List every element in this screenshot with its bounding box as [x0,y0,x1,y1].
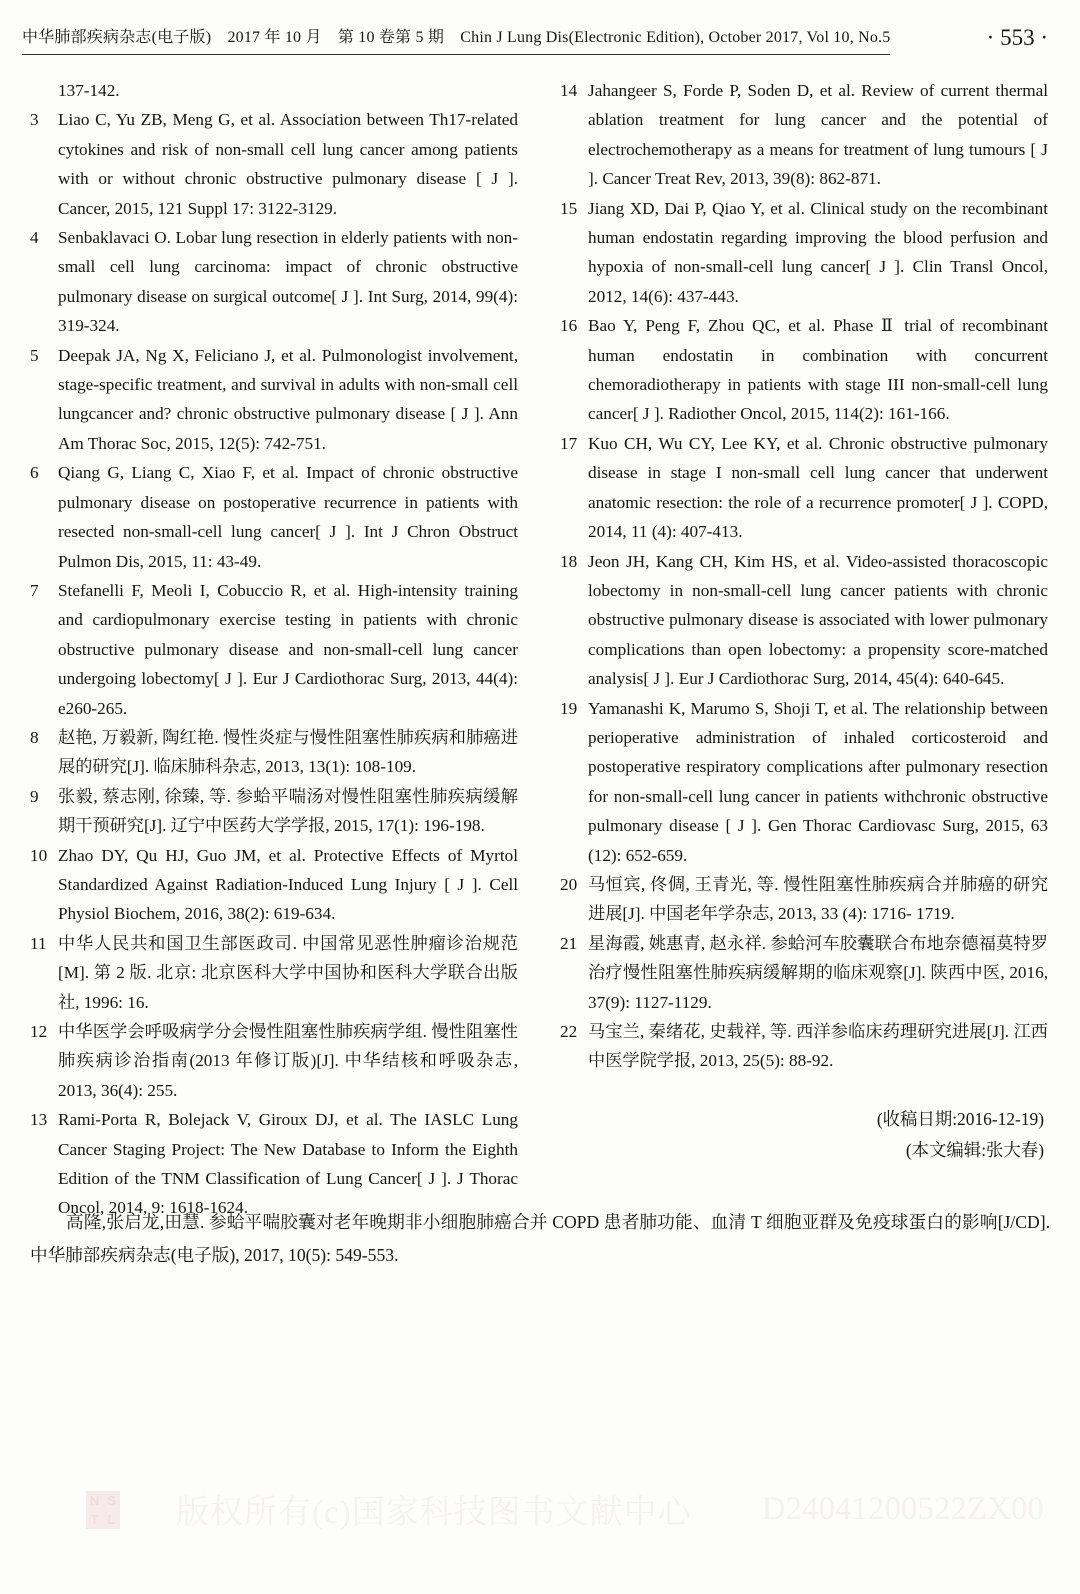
page-header [22,24,1048,55]
reference-number: 19 [560,698,578,718]
reference-item [560,694,1048,870]
reference-item [30,341,518,459]
reference-text: Rami-Porta R, Bolejack V, Giroux DJ, et al. The IASLC Lung Cancer Staging Project: The New Database to Inform the Eighth Edition of the TNM Classification of Lung Cancer[ J ]. J Thorac Oncol, 2014, 9: 1618-1624. [58,1110,518,1218]
reference-number: 9 [30,786,39,806]
reference-text: 马宝兰, 秦绪花, 史载祥, 等. 西洋参临床药理研究进展[J]. 江西中医学院学报, 2013, 25(5): 88-92. [588,1022,1048,1071]
reference-text: 137-142. [58,81,120,100]
reference-item [30,1017,518,1105]
reference-column-right [560,76,1048,1223]
reference-text: 中华医学会呼吸病学分会慢性阻塞性肺疾病学组. 慢性阻塞性肺疾病诊治指南(2013 年修订版)[J]. 中华结核和呼吸杂志, 2013, 36(4): 255. [58,1022,518,1100]
editor-note: (本文编辑:张大春) [905,1139,1044,1160]
reference-number: 22 [560,1022,578,1041]
reference-number: 8 [30,727,39,747]
article-citation [30,1206,1050,1272]
reference-text: Stefanelli F, Meoli I, Cobuccio R, et al. High-intensity training and cardiopulmonary exercise testing in patients with chronic obstructive pulmonary disease and non-small-cell lung cancer undergoing lobectomy[ J ]. Eur J Cardiothorac Surg, 2013, 44(4): e260-265. [58,580,518,718]
reference-text: Yamanashi K, Marumo S, Shoji T, et al. The relationship between perioperative administration of inhaled corticosteroid and postoperative respiratory complications after pulmonary resection for non-small-cell lung cancer in patients withchronic obstructive pulmonary disease [ J ]. Gen Thorac Cardiovasc Surg, 2015, 63 (12): 652-659. [588,698,1048,865]
reference-column-left [30,76,518,1223]
watermark-text: 版权所有(c)国家科技图书文献中心 [176,1495,692,1531]
reference-item [560,870,1048,929]
nstl-logo-letter: N [86,1491,103,1510]
reference-number: 11 [30,933,47,953]
reference-text: Qiang G, Liang C, Xiao F, et al. Impact of chronic obstructive pulmonary disease on postoperative recurrence in patients with resected non-small-cell lung cancer[ J ]. Int J Chron Obstruct Pulmon Dis, 2015, 11: 43-49. [58,463,518,571]
reference-number: 3 [30,110,39,130]
reference-text: 中华人民共和国卫生部医政司. 中国常见恶性肿瘤诊治规范 [M]. 第 2 版. 北京: 北京医科大学中国协和医科大学联合出版社, 1996: 16. [58,933,518,1012]
reference-text: Bao Y, Peng F, Zhou QC, et al. Phase Ⅱ trial of recombinant human endostatin in combination with concurrent chemoradiotherapy in patients with stage III non-small-cell lung cancer[ J ]. Radiother Oncol, 2015, 114(2): 161-166. [588,316,1048,424]
reference-number: 5 [30,345,39,365]
reference-number: 12 [30,1022,48,1041]
reference-item [30,929,518,1017]
reference-text: Jahangeer S, Forde P, Soden D, et al. Review of current thermal ablation treatment for lung cancer and the potential of electrochemotherapy as a means for treatment of lung tumours [ J ]. Cancer Treat Rev, 2013, 39(8): 862-871. [588,81,1048,189]
reference-number: 18 [560,551,578,571]
reference-item [560,429,1048,547]
reference-number: 13 [30,1110,48,1130]
reference-item [30,458,518,576]
reference-item [560,76,1048,194]
reference-number: 16 [560,316,578,336]
reference-item [30,223,518,341]
reference-item [560,929,1048,1017]
reference-number: 21 [560,933,578,953]
reference-text: Deepak JA, Ng X, Feliciano J, et al. Pulmonologist involvement, stage-specific treatment, and survival in adults with non-small cell lungcancer and? chronic obstructive pulmonary disease [ J ]. Ann Am Thorac Soc, 2015, 12(5): 742-751. [58,345,518,453]
nstl-logo-icon [86,1491,120,1529]
reference-columns [30,76,1048,1223]
article-citation-text: 高隆,张启龙,田慧. 参蛤平喘胶囊对老年晚期非小细胞肺癌合并 COPD 患者肺功能、血清 T 细胞亚群及免疫球蛋白的影响[J/CD]. 中华肺部疾病杂志(电子版), 2017, 10(5): 549-553. [30,1212,1050,1265]
received-date: (收稿日期:2016-12-19) [876,1108,1044,1129]
reference-number: 14 [560,81,578,100]
reference-text: Zhao DY, Qu HJ, Guo JM, et al. Protective Effects of Myrtol Standardized Against Radiation-Induced Lung Injury [ J ]. Cell Physiol Biochem, 2016, 38(2): 619-634. [58,845,518,924]
reference-number: 20 [560,874,578,894]
reference-number: 7 [30,580,39,600]
reference-text: 赵艳, 万毅新, 陶红艳. 慢性炎症与慢性阻塞性肺疾病和肺癌进展的研究[J]. 临床肺科杂志, 2013, 13(1): 108-109. [58,727,518,777]
reference-text: Liao C, Yu ZB, Meng G, et al. Association between Th17-related cytokines and risk of non-small cell lung cancer among patients with or without chronic obstructive pulmonary disease [ J ]. Cancer, 2015, 121 Suppl 17: 3122-3129. [58,110,518,218]
copyright-watermark [86,1486,1046,1533]
page-number: · 553 · [986,25,1048,50]
reference-text: 马恒宾, 佟倜, 王青光, 等. 慢性阻塞性肺疾病合并肺癌的研究进展[J]. 中国老年学杂志, 2013, 33 (4): 1716- 1719. [588,874,1048,924]
reference-item [560,194,1048,312]
reference-number: 15 [560,198,578,218]
reference-text: Jiang XD, Dai P, Qiao Y, et al. Clinical study on the recombinant human endostatin regarding improving the blood perfusion and hypoxia of non-small-cell lung cancer[ J ]. Clin Transl Oncol, 2012, 14(6): 437-443. [588,198,1048,306]
nstl-logo-letter: S [103,1491,120,1510]
reference-text: Senbaklavaci O. Lobar lung resection in elderly patients with non-small cell lung carcinoma: impact of chronic obstructive pulmonary disease on surgical outcome[ J ]. Int Surg, 2014, 99(4): 319-324. [58,228,518,336]
end-notes [560,1104,1048,1166]
reference-text: Kuo CH, Wu CY, Lee KY, et al. Chronic obstructive pulmonary disease in stage I non-small cell lung cancer that underwent anatomic resection: the role of a recurrence promoter[ J ]. COPD, 2014, 11 (4): 407-413. [588,433,1048,542]
reference-item [30,841,518,929]
reference-item [560,1017,1048,1076]
reference-number: 6 [30,463,39,483]
reference-item [560,547,1048,694]
reference-item [30,76,518,105]
reference-item [30,576,518,723]
nstl-logo-letter: T [86,1510,103,1529]
reference-text: 张毅, 蔡志刚, 徐臻, 等. 参蛤平喘汤对慢性阻塞性肺疾病缓解期干预研究[J]. 辽宁中医药大学学报, 2015, 17(1): 196-198. [58,786,518,836]
reference-text: 星海霞, 姚惠青, 赵永祥. 参蛤河车胶囊联合布地奈德福莫特罗治疗慢性阻塞性肺疾病缓解期的临床观察[J]. 陕西中医, 2016, 37(9): 1127-1129. [588,933,1048,1012]
reference-item [560,311,1048,429]
journal-header-line: 中华肺部疾病杂志(电子版) 2017 年 10 月 第 10 卷第 5 期 Chin J Lung Dis(Electronic Edition), October 2017, Vol 10, No.5 [22,24,890,55]
reference-number: 10 [30,845,48,865]
reference-number: 4 [30,228,39,248]
reference-item [30,723,518,782]
reference-item [30,105,518,223]
reference-item [30,782,518,841]
nstl-logo-letter: L [103,1510,120,1529]
watermark-code: D24041200522ZX00 [761,1491,1044,1527]
reference-text: Jeon JH, Kang CH, Kim HS, et al. Video-assisted thoracoscopic lobectomy in non-small-cell lung cancer patients with chronic obstructive pulmonary disease is associated with lower pulmonary complications than open lobectomy: a propensity score-matched analysis[ J ]. Eur J Cardiothorac Surg, 2014, 45(4): 640-645. [588,551,1048,689]
reference-number: 17 [560,433,578,453]
